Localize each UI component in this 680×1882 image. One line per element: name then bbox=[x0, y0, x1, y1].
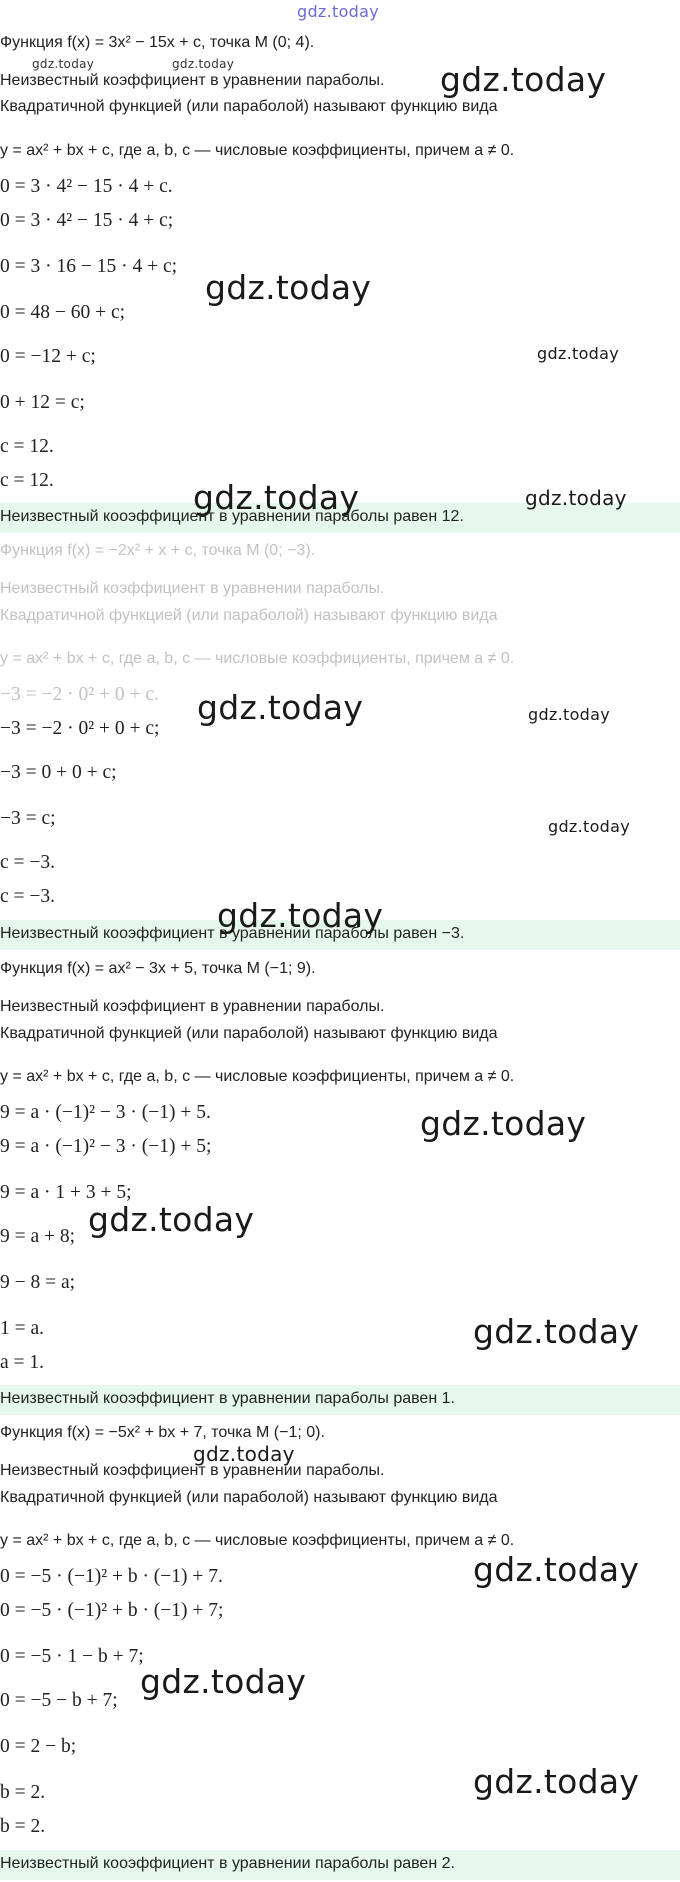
solution-step: c = 12. bbox=[0, 436, 54, 457]
watermark: gdz.today bbox=[193, 478, 360, 517]
solution-step: 0 = 2 − b; bbox=[0, 1736, 77, 1757]
solution-step: 0 = −12 + c; bbox=[0, 346, 96, 367]
solution-step: 0 = 48 − 60 + c; bbox=[0, 302, 126, 323]
general-form: y = ax² + bx + c, где a, b, c — числовые коэффициенты, причем a ≠ 0. bbox=[0, 650, 515, 667]
watermark: gdz.today bbox=[420, 1104, 587, 1143]
problem-statement: Функция f(x) = ax² − 3x + 5, точка M (−1; 9). bbox=[0, 960, 316, 977]
watermark: gdz.today bbox=[88, 1200, 255, 1239]
watermark: gdz.today bbox=[528, 705, 610, 724]
answer-text: Неизвестный кооэффициент в уравнении параболы равен 2. bbox=[0, 1855, 455, 1872]
section-heading: Неизвестный коэффициент в уравнении параболы. bbox=[0, 1462, 385, 1479]
watermark: gdz.today bbox=[32, 57, 95, 71]
solution-step: 9 = a · 1 + 3 + 5; bbox=[0, 1182, 132, 1203]
header-logo[interactable]: gdz.today bbox=[297, 2, 379, 21]
solution-step: 0 + 12 = c; bbox=[0, 392, 85, 413]
watermark: gdz.today bbox=[525, 486, 627, 510]
solution-step: 0 = −5 · 1 − b + 7; bbox=[0, 1646, 144, 1667]
general-form: y = ax² + bx + c, где a, b, c — числовые коэффициенты, причем a ≠ 0. bbox=[0, 142, 515, 159]
definition-text: Квадратичной функцией (или параболой) называют функцию вида bbox=[0, 607, 498, 624]
watermark: gdz.today bbox=[197, 688, 364, 727]
solution-step: c = 12. bbox=[0, 470, 54, 491]
watermark: gdz.today bbox=[217, 896, 384, 935]
problem-statement: Функция f(x) = 3x² − 15x + c, точка M (0; 4). bbox=[0, 34, 315, 51]
answer-text: Неизвестный кооэффициент в уравнении параболы равен −3. bbox=[0, 925, 465, 942]
solution-step: 9 − 8 = a; bbox=[0, 1272, 76, 1293]
solution-step: 0 = 3 · 4² − 15 · 4 + c; bbox=[0, 210, 174, 231]
problem-statement: Функция f(x) = −2x² + x + c, точка M (0; −3). bbox=[0, 542, 316, 559]
general-form: y = ax² + bx + c, где a, b, c — числовые коэффициенты, причем a ≠ 0. bbox=[0, 1532, 515, 1549]
solution-step: 9 = a + 8; bbox=[0, 1226, 76, 1247]
watermark: gdz.today bbox=[537, 344, 619, 363]
solution-step: 1 = a. bbox=[0, 1318, 45, 1339]
solution-step: −3 = −2 · 0² + 0 + c; bbox=[0, 718, 160, 739]
answer-text: Неизвестный кооэффициент в уравнении параболы равен 12. bbox=[0, 508, 464, 525]
watermark: gdz.today bbox=[205, 268, 372, 307]
solution-step: a = 1. bbox=[0, 1352, 45, 1373]
watermark: gdz.today bbox=[473, 1312, 640, 1351]
watermark: gdz.today bbox=[548, 817, 630, 836]
watermark: gdz.today bbox=[172, 57, 235, 71]
solution-step: −3 = −2 · 0² + 0 + c. bbox=[0, 684, 159, 705]
solution-step: 9 = a · (−1)² − 3 · (−1) + 5; bbox=[0, 1136, 212, 1157]
solution-step: 0 = 3 · 16 − 15 · 4 + c; bbox=[0, 256, 178, 277]
solution-step: 0 = 3 · 4² − 15 · 4 + c. bbox=[0, 176, 173, 197]
solution-step: 9 = a · (−1)² − 3 · (−1) + 5. bbox=[0, 1102, 211, 1123]
section-heading: Неизвестный коэффициент в уравнении параболы. bbox=[0, 998, 385, 1015]
watermark: gdz.today bbox=[440, 60, 607, 99]
general-form: y = ax² + bx + c, где a, b, c — числовые коэффициенты, причем a ≠ 0. bbox=[0, 1068, 515, 1085]
definition-text: Квадратичной функцией (или параболой) называют функцию вида bbox=[0, 1025, 498, 1042]
solution-step: 0 = −5 − b + 7; bbox=[0, 1690, 118, 1711]
solution-step: b = 2. bbox=[0, 1816, 46, 1837]
solution-step: 0 = −5 · (−1)² + b · (−1) + 7; bbox=[0, 1600, 224, 1621]
solution-step: b = 2. bbox=[0, 1782, 46, 1803]
section-heading: Неизвестный коэффициент в уравнении параболы. bbox=[0, 72, 385, 89]
solution-step: −3 = 0 + 0 + c; bbox=[0, 762, 117, 783]
solution-step: −3 = c; bbox=[0, 808, 56, 829]
section-heading: Неизвестный коэффициент в уравнении параболы. bbox=[0, 580, 385, 597]
problem-statement: Функция f(x) = −5x² + bx + 7, точка M (−1; 0). bbox=[0, 1424, 325, 1441]
watermark: gdz.today bbox=[473, 1762, 640, 1801]
watermark: gdz.today bbox=[473, 1550, 640, 1589]
solution-step: 0 = −5 · (−1)² + b · (−1) + 7. bbox=[0, 1566, 223, 1587]
solution-step: c = −3. bbox=[0, 852, 56, 873]
definition-text: Квадратичной функцией (или параболой) называют функцию вида bbox=[0, 1489, 498, 1506]
watermark: gdz.today bbox=[140, 1662, 307, 1701]
answer-text: Неизвестный кооэффициент в уравнении параболы равен 1. bbox=[0, 1390, 455, 1407]
definition-text: Квадратичной функцией (или параболой) называют функцию вида bbox=[0, 98, 498, 115]
solution-step: c = −3. bbox=[0, 886, 56, 907]
watermark: gdz.today bbox=[193, 1442, 295, 1466]
